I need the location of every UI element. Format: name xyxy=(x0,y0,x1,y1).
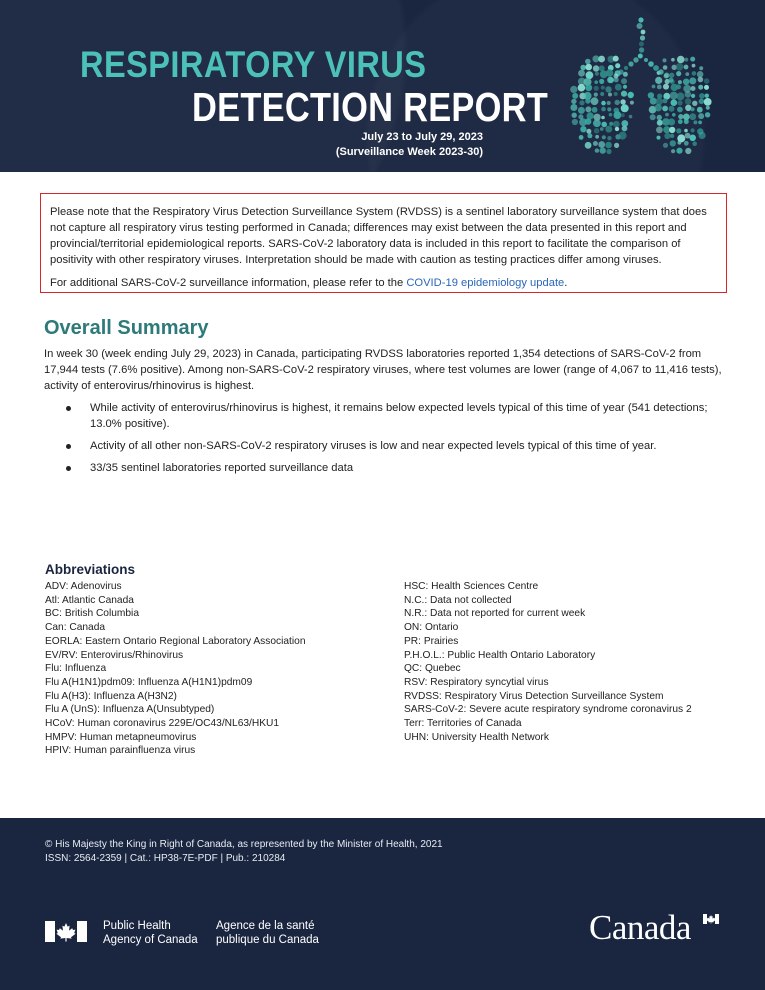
abbreviations-heading: Abbreviations xyxy=(45,562,136,577)
abbreviation-item: ADV: Adenovirus xyxy=(45,581,122,592)
summary-bullet: 33/35 sentinel laboratories reported surveillance data xyxy=(44,460,724,476)
abbreviation-item: SARS-CoV-2: Severe acute respiratory syndrome coronavirus 2 xyxy=(404,704,692,716)
abbreviation-item: HMPV: Human metapneumovirus xyxy=(45,731,197,743)
summary-bullet: Activity of all other non-SARS-CoV-2 respiratory viruses is low and near expected levels typical of this time of year. xyxy=(44,438,724,454)
canada-wordmark: Canada xyxy=(589,908,691,947)
abbreviation-item: N.C.: Data not collected xyxy=(404,594,512,606)
abbreviation-item: Can: Canada xyxy=(45,622,106,634)
abbreviation-item: Flu A (UnS): Influenza A(Unsubtyped) xyxy=(45,704,215,716)
copyright-text: © His Majesty the King in Right of Canada, as represented by the Minister of Health, 2021 xyxy=(45,839,443,850)
abbreviation-item: UHN: University Health Network xyxy=(404,731,549,743)
abbreviations-right-column xyxy=(404,580,692,744)
overall-summary-body xyxy=(44,346,724,482)
summary-bullets xyxy=(44,400,724,476)
notice-suffix: . xyxy=(564,277,568,289)
lungs-dots-icon xyxy=(566,16,716,158)
notice-link-paragraph xyxy=(50,275,716,291)
abbreviation-item: P.H.O.L.: Public Health Ontario Laboratory xyxy=(404,649,596,661)
abbreviation-item: HCoV: Human coronavirus 229E/OC43/NL63/HKU1 xyxy=(45,718,280,730)
maple-leaf-icon xyxy=(56,923,75,942)
abbreviation-item: Terr: Territories of Canada xyxy=(404,718,522,730)
canada-flag-icon xyxy=(703,914,719,924)
abbreviation-item: Flu A(H3): Influenza A(H3N2) xyxy=(45,690,177,702)
report-footer xyxy=(0,818,765,990)
abbreviation-item: PR: Prairies xyxy=(404,635,459,647)
abbreviation-item: HPIV: Human parainfluenza virus xyxy=(45,745,196,757)
agency-name-english xyxy=(103,919,198,947)
abbreviation-item: HSC: Health Sciences Centre xyxy=(404,581,539,592)
abbreviation-item: EORLA: Eastern Ontario Regional Laboratory Association xyxy=(45,635,306,647)
notice-prefix: For additional SARS-CoV-2 surveillance information, please refer to the xyxy=(50,277,407,289)
abbreviation-item: QC: Quebec xyxy=(404,663,461,675)
summary-intro: In week 30 (week ending July 29, 2023) in Canada, participating RVDSS laboratories reported 1,354 detections of SARS-CoV-2 from 17,944 tests (7.6% positive). Among non-SARS-CoV-2 respiratory viruses, where test volumes are lower (range of 4,067 to 11,416 tests), activity of enterovirus/rhinovirus is highest. xyxy=(44,348,722,392)
agency-name-french xyxy=(216,919,319,947)
publication-identifiers: ISSN: 2564-2359 | Cat.: HP38-7E-PDF | Pub.: 210284 xyxy=(45,853,286,864)
canada-flag-icon xyxy=(45,921,87,942)
abbreviation-item: RSV: Respiratory syncytial virus xyxy=(404,676,549,688)
agency-en-line: Public Health xyxy=(103,920,171,932)
notice-paragraph: Please note that the Respiratory Virus Detection Surveillance System (RVDSS) is a sentinel laboratory surveillance system that does not capture all respiratory virus testing performed in Canada; differences may exist between the data presented in this report and provincial/territorial epidemiological reports. SARS-CoV-2 laboratory data is included in this report to facilitate the comparison of positivity with other respiratory viruses. Interpretation should be made with caution as testing practices differ among viruses. xyxy=(50,206,707,266)
date-range: July 23 to July 29, 2023 xyxy=(361,131,483,143)
disclaimer-notice xyxy=(40,193,727,293)
covid-epidemiology-link[interactable]: COVID-19 epidemiology update xyxy=(406,277,565,289)
surveillance-week: (Surveillance Week 2023-30) xyxy=(335,146,483,158)
abbreviation-item: EV/RV: Enterovirus/Rhinovirus xyxy=(45,649,184,661)
abbreviation-item: ON: Ontario xyxy=(404,622,459,634)
summary-bullet: While activity of enterovirus/rhinovirus is highest, it remains below expected levels typical of this time of year (541 detections; 13.0% positive). xyxy=(44,400,724,432)
abbreviation-item: Flu: Influenza xyxy=(45,663,107,675)
abbreviations-left-column xyxy=(45,580,306,758)
agency-fr-line: Agence de la santé xyxy=(216,920,315,932)
abbreviation-item: BC: British Columbia xyxy=(45,608,139,620)
copyright-block xyxy=(45,838,443,866)
abbreviation-item: Atl: Atlantic Canada xyxy=(45,594,134,606)
agency-fr-line: publique du Canada xyxy=(216,934,319,946)
abbreviation-item: RVDSS: Respiratory Virus Detection Surveillance System xyxy=(404,690,664,702)
title-line-2: DETECTION REPORT xyxy=(192,84,549,130)
title-line-1: RESPIRATORY VIRUS xyxy=(80,44,427,85)
report-header xyxy=(0,0,765,172)
agency-en-line: Agency of Canada xyxy=(103,934,198,946)
abbreviation-item: Flu A(H1N1)pdm09: Influenza A(H1N1)pdm09 xyxy=(45,676,253,688)
overall-summary-heading: Overall Summary xyxy=(44,317,209,339)
report-dates xyxy=(336,130,483,160)
abbreviation-item: N.R.: Data not reported for current week xyxy=(404,608,586,620)
